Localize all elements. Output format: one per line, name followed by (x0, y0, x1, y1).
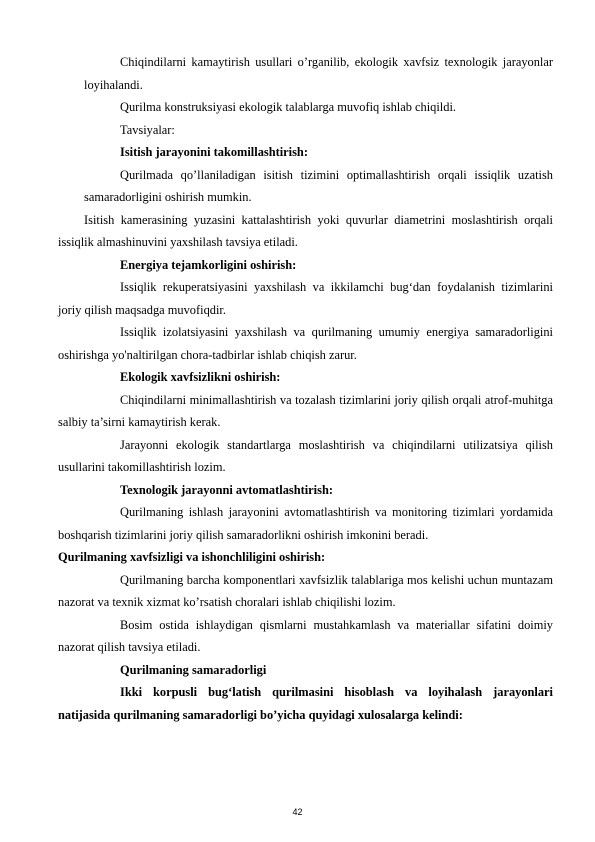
paragraph-construction: Qurilma konstruksiyasi ekologik talablarga muvofiq ishlab chiqildi. (120, 100, 456, 114)
heading-safety-reliability: Qurilmaning xavfsizligi va ishonchliligini oshirish: (58, 550, 326, 564)
paragraph-waste-reduction: Chiqindilarni kamaytirish usullari o’rganilib, ekologik xavfsiz texnologik jarayonlar loyihalandi. (84, 55, 553, 92)
page-body (58, 51, 553, 726)
heading-ecological-safety: Ekologik xavfsizlikni oshirish: (120, 370, 281, 384)
paragraph-waste-minimization: Chiqindilarni minimallashtirish va tozalash tizimlarini joriy qilish orqali atrof-muhitga salbiy ta’sirni kamaytirish kerak. (58, 392, 553, 429)
paragraph-conclusions-intro: Ikki korpusli bug‘latish qurilmasini hisoblash va loyihalash jarayonlari natijasida qurilmaning samaradorligi bo’yicha quyidagi xulosalarga kelindi: (58, 685, 553, 722)
heading-device-efficiency: Qurilmaning samaradorligi (120, 662, 267, 677)
paragraph-maintenance: Qurilmaning barcha komponentlari xavfsizlik talablariga mos kelishi uchun muntazam nazorat va texnik xizmat ko’rsatish choralari ishlab chiqilishi lozim. (58, 572, 553, 609)
page-number: 42 (292, 807, 303, 817)
paragraph-heating-system: Qurilmada qo’llaniladigan isitish tizimini optimallashtirish orqali issiqlik uzatish samaradorligini oshirish mumkin. (84, 167, 553, 204)
paragraph-insulation: Issiqlik izolatsiyasini yaxshilash va qurilmaning umumiy energiya samaradorligini oshirishga yo'naltirilgan chora-tadbirlar ishlab chiqish zarur. (58, 325, 553, 362)
paragraph-ecological-standards: Jarayonni ekologik standartlarga moslashtirish va chiqindilarni utilizatsiya qilish usullarini takomillashtirish lozim. (58, 437, 553, 474)
heading-heating-improvement: Isitish jarayonini takomillashtirish: (120, 145, 308, 159)
paragraph-heat-recovery: Issiqlik rekuperatsiyasini yaxshilash va ikkilamchi bug‘dan foydalanish tizimlarini joriy qilish maqsadga muvofiqdir. (58, 280, 553, 317)
paragraph-automation-monitoring: Qurilmaning ishlash jarayonini avtomatlashtirish va monitoring tizimlari yordamida boshqarish tizimlarini joriy qilish samaradorlikni oshirish imkonini beradi. (58, 505, 553, 542)
heading-energy-efficiency: Energiya tejamkorligini oshirish: (120, 257, 297, 272)
paragraph-pressure-parts: Bosim ostida ishlaydigan qismlarni mustahkamlash va materiallar sifatini doimiy nazorat qilish tavsiya etiladi. (58, 617, 553, 654)
paragraph-recommendations-label: Tavsiyalar: (120, 122, 175, 137)
heading-automation: Texnologik jarayonni avtomatlashtirish: (120, 482, 333, 497)
paragraph-heat-exchange: Isitish kamerasining yuzasini kattalashtirish yoki quvurlar diametrini moslashtirish orqali issiqlik almashinuvini yaxshilash tavsiya etiladi. (58, 212, 553, 249)
